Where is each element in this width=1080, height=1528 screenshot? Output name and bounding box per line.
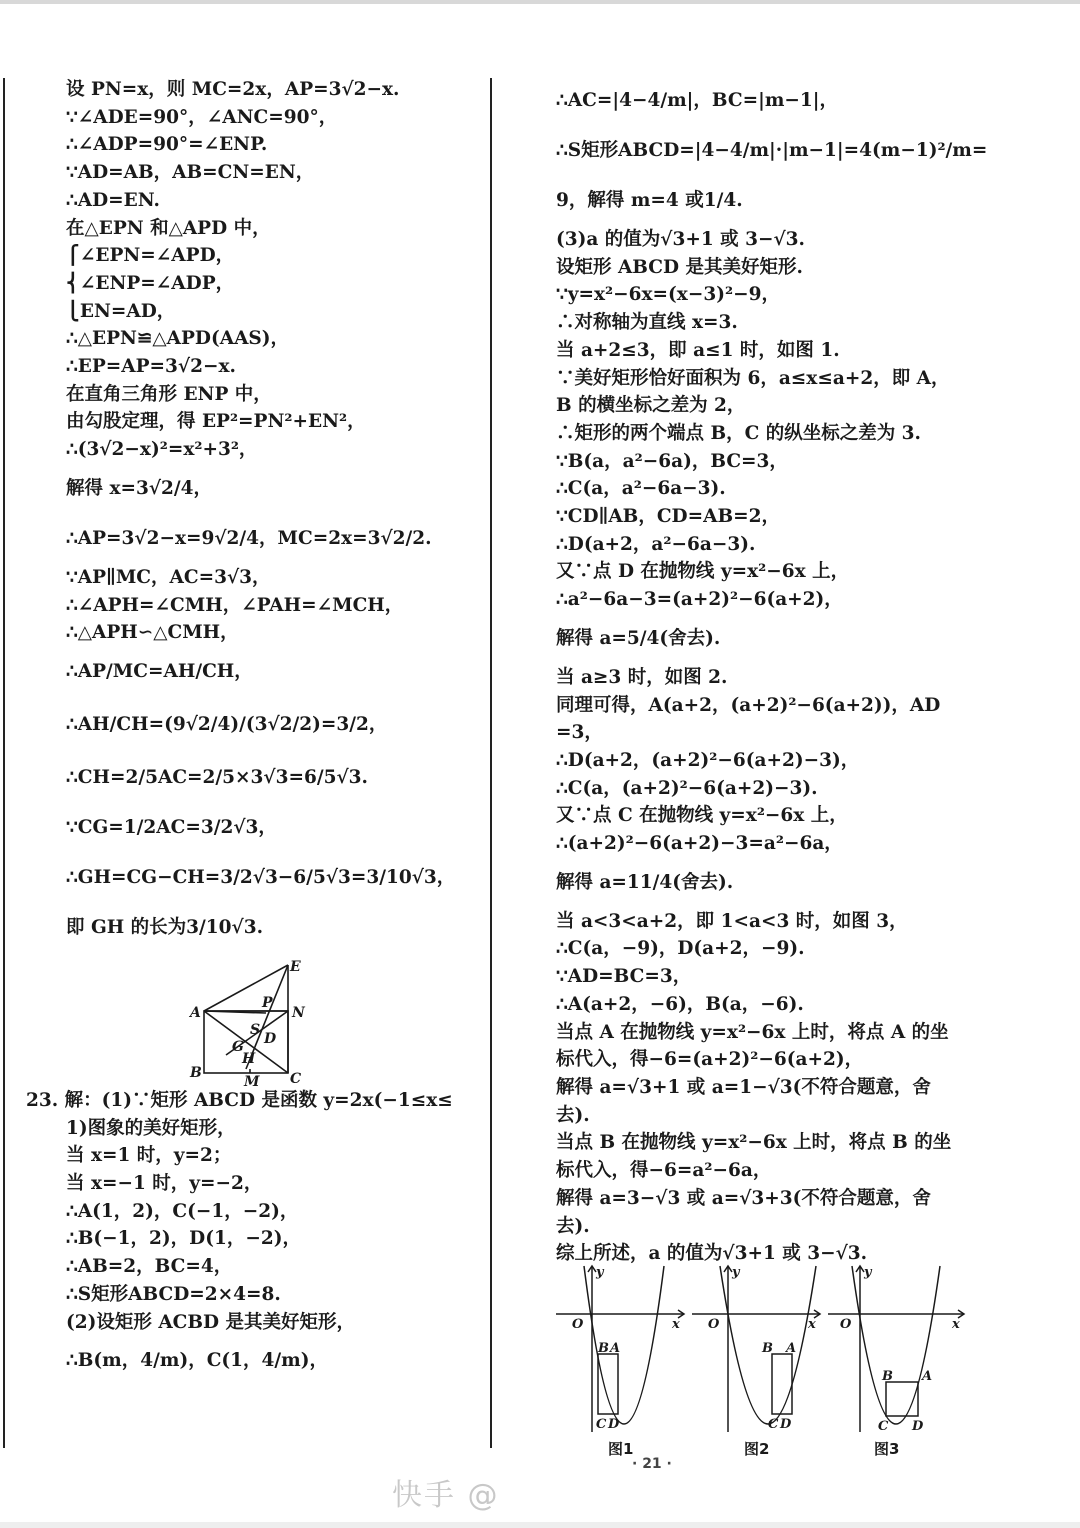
figure-2-caption: 图2 bbox=[744, 1440, 770, 1458]
axis-x-label: x bbox=[952, 1317, 960, 1332]
solution-line: ∵CG=1/2AC=3/2√3， bbox=[66, 816, 277, 838]
solution-line: 当 x=−1 时，y=−2， bbox=[66, 1173, 263, 1195]
label-B: B bbox=[598, 1341, 609, 1356]
solution-line: 解得 a=3−√3 或 a=√3+3(不符合题意，舍 bbox=[556, 1187, 931, 1209]
solution-line: 当 x=1 时，y=2； bbox=[66, 1145, 232, 1167]
solution-line: 在△EPN 和△APD 中， bbox=[66, 217, 271, 239]
solution-line: ∴CH=2/5AC=2/5×3√3=6/5√3. bbox=[66, 766, 368, 788]
parabola-figure-3 bbox=[824, 1262, 972, 1438]
solution-line: ∴(3√2−x)²=x²+3²， bbox=[66, 439, 258, 461]
label-C: C bbox=[596, 1417, 607, 1432]
solution-line: (3)a 的值为√3+1 或 3−√3. bbox=[556, 229, 805, 250]
label-P: P bbox=[262, 994, 273, 1011]
solution-line: ∴A(1，2)，C(−1，−2)， bbox=[66, 1200, 299, 1222]
bottom-edge bbox=[0, 1522, 1080, 1528]
label-M: M bbox=[244, 1073, 260, 1087]
column-divider bbox=[490, 78, 492, 1448]
solution-line: 设矩形 ABCD 是其美好矩形. bbox=[556, 256, 803, 278]
cases-line: ⎩EN=AD， bbox=[66, 300, 176, 322]
solution-line: 当 a≥3 时，如图 2. bbox=[556, 666, 728, 688]
axis-y-label: y bbox=[596, 1265, 604, 1280]
label-E: E bbox=[290, 958, 301, 975]
solution-line: 综上所述，a 的值为√3+1 或 3−√3. bbox=[556, 1243, 868, 1265]
solution-line: ∴C(a，−9)，D(a+2，−9). bbox=[556, 938, 805, 960]
solution-line: ∴∠APH=∠CMH，∠PAH=∠MCH， bbox=[66, 594, 404, 616]
solution-line: 当 a+2≤3，即 a≤1 时，如图 1. bbox=[556, 339, 840, 361]
solution-line: 去). bbox=[556, 1104, 590, 1126]
solution-line: ∵CD∥AB，CD=AB=2， bbox=[556, 506, 780, 528]
label-A: A bbox=[922, 1369, 933, 1384]
solution-line: 在直角三角形 ENP 中， bbox=[66, 383, 272, 405]
solution-line: ∴A(a+2，−6)，B(a，−6). bbox=[556, 993, 804, 1015]
solution-line: 9，解得 m=4 或1/4. bbox=[556, 190, 743, 211]
parabola-figures bbox=[552, 1262, 972, 1458]
solution-line: 解得 x=3√2/4， bbox=[66, 477, 213, 499]
solution-line: 同理可得，A(a+2，(a+2)²−6(a+2))，AD bbox=[556, 694, 941, 716]
left-column bbox=[26, 76, 486, 1386]
label-N: N bbox=[292, 1004, 305, 1021]
axis-x-label: x bbox=[808, 1317, 816, 1332]
figure-3-caption: 图3 bbox=[874, 1440, 900, 1458]
solution-line: ∴D(a+2，(a+2)²−6(a+2)−3)， bbox=[556, 749, 860, 771]
square-diagram bbox=[186, 959, 346, 1087]
solution-line: 1)图象的美好矩形， bbox=[66, 1117, 236, 1139]
solution-line: ∴AB=2，BC=4， bbox=[66, 1256, 233, 1278]
label-S: S bbox=[250, 1021, 261, 1038]
geometry-figure bbox=[66, 959, 486, 1087]
solution-line: 解得 a=√3+1 或 a=1−√3(不符合题意，舍 bbox=[556, 1076, 931, 1098]
solution-line: ∴AC=|4−4/m|，BC=|m−1|， bbox=[556, 90, 838, 111]
solution-line: ∵∠ADE=90°，∠ANC=90°， bbox=[66, 106, 338, 128]
label-B: B bbox=[762, 1341, 773, 1356]
solution-line: ∵AD=AB，AB=CN=EN， bbox=[66, 162, 315, 184]
left-margin-rule bbox=[3, 78, 5, 1448]
parabola-figure-2 bbox=[688, 1262, 828, 1438]
right-column bbox=[556, 76, 1066, 1268]
solution-line: 当点 B 在抛物线 y=x²−6x 上时，将点 B 的坐 bbox=[556, 1132, 952, 1154]
problem-23-heading: 23. 解：(1)∵矩形 ABCD 是函数 y=2x(−1≤x≤ bbox=[26, 1089, 453, 1111]
solution-line: ∴GH=CG−CH=3/2√3−6/5√3=3/10√3， bbox=[66, 866, 456, 888]
label-D: D bbox=[912, 1419, 924, 1434]
solution-line: =3， bbox=[556, 722, 603, 744]
origin-label: O bbox=[572, 1317, 584, 1332]
label-B: B bbox=[882, 1369, 893, 1384]
cases-line: ⎨∠ENP=∠ADP， bbox=[66, 272, 235, 294]
solution-line: ∴∠ADP=90°=∠ENP. bbox=[66, 134, 268, 156]
label-C: C bbox=[290, 1070, 302, 1087]
solution-line: ∴AP=3√2−x=9√2/4，MC=2x=3√2/2. bbox=[66, 527, 432, 549]
solution-line: ∴AH/CH=(9√2/4)/(3√2/2)=3/2， bbox=[66, 713, 388, 735]
axis-y-label: y bbox=[864, 1265, 872, 1280]
label-A: A bbox=[786, 1341, 797, 1356]
solution-line: 由勾股定理，得 EP²=PN²+EN²， bbox=[66, 411, 366, 433]
solution-line: 当 a<3<a+2，即 1<a<3 时，如图 3， bbox=[556, 910, 908, 932]
label-A: A bbox=[190, 1004, 201, 1021]
page-top-edge bbox=[0, 0, 1080, 4]
label-D: D bbox=[264, 1030, 277, 1047]
solution-line: ∴(a+2)²−6(a+2)−3=a²−6a， bbox=[556, 833, 843, 855]
solution-line: 解得 a=5/4(舍去). bbox=[556, 627, 721, 649]
solution-line: 又∵点 D 在抛物线 y=x²−6x 上， bbox=[556, 561, 850, 583]
solution-line: ∴对称轴为直线 x=3. bbox=[556, 312, 738, 334]
solution-line: ∴S矩形ABCD=2×4=8. bbox=[66, 1283, 281, 1305]
solution-line: ∴EP=AP=3√2−x. bbox=[66, 356, 236, 378]
label-C: C bbox=[878, 1419, 889, 1434]
solution-line: ∴△APH∽△CMH， bbox=[66, 622, 239, 644]
solution-line: 即 GH 的长为3/10√3. bbox=[66, 916, 264, 938]
solution-line: ∴AP/MC=AH/CH， bbox=[66, 660, 253, 682]
axis-x-label: x bbox=[672, 1317, 680, 1332]
label-B: B bbox=[190, 1064, 202, 1081]
solution-line: ∴S矩形ABCD=|4−4/m|·|m−1|=4(m−1)²/m= bbox=[556, 140, 988, 161]
label-D: D bbox=[780, 1417, 792, 1432]
solution-line: 设 PN=x，则 MC=2x，AP=3√2−x. bbox=[66, 79, 400, 100]
solution-line: ∴B(m，4/m)，C(1，4/m)， bbox=[66, 1350, 328, 1372]
solution-line: ∴B(−1，2)，D(1，−2)， bbox=[66, 1228, 301, 1250]
solution-line: ∴D(a+2，a²−6a−3). bbox=[556, 533, 756, 555]
solution-line: ∴AD=EN. bbox=[66, 189, 160, 211]
label-G: G bbox=[232, 1038, 244, 1055]
label-D: D bbox=[608, 1417, 620, 1432]
solution-line: 标代入，得−6=(a+2)²−6(a+2)， bbox=[556, 1049, 864, 1071]
origin-label: O bbox=[840, 1317, 852, 1332]
solution-line: ∵AD=BC=3， bbox=[556, 966, 692, 988]
solution-line: ∴△EPN≌△APD(AAS)， bbox=[66, 328, 290, 350]
solution-line: 解得 a=11/4(舍去). bbox=[556, 871, 734, 893]
axis-y-label: y bbox=[732, 1265, 740, 1280]
origin-label: O bbox=[708, 1317, 720, 1332]
solution-line: ∴矩形的两个端点 B，C 的纵坐标之差为 3. bbox=[556, 422, 921, 444]
solution-line: ∴a²−6a−3=(a+2)²−6(a+2)， bbox=[556, 589, 843, 611]
label-C: C bbox=[768, 1417, 779, 1432]
solution-line: (2)设矩形 ACBD 是其美好矩形， bbox=[66, 1311, 356, 1333]
solution-line: ∴C(a，a²−6a−3). bbox=[556, 478, 726, 500]
figure-1-caption: 图1 bbox=[608, 1440, 634, 1458]
solution-line: ∴C(a，(a+2)²−6(a+2)−3). bbox=[556, 777, 818, 799]
solution-line: ∵B(a，a²−6a)，BC=3， bbox=[556, 450, 788, 472]
label-H: H bbox=[242, 1050, 256, 1067]
solution-line: 标代入，得−6=a²−6a， bbox=[556, 1160, 772, 1182]
page-number: · 21 · bbox=[632, 1456, 672, 1472]
solution-line: ∵y=x²−6x=(x−3)²−9， bbox=[556, 284, 780, 306]
solution-line: ∵美好矩形恰好面积为 6，a≤x≤a+2，即 A， bbox=[556, 367, 950, 389]
solution-line: 当点 A 在抛物线 y=x²−6x 上时，将点 A 的坐 bbox=[556, 1021, 949, 1043]
solution-line: ∵AP∥MC，AC=3√3， bbox=[66, 566, 271, 588]
cases-line: ⎧∠EPN=∠APD， bbox=[66, 245, 235, 267]
label-A: A bbox=[610, 1341, 621, 1356]
solution-line: 又∵点 C 在抛物线 y=x²−6x 上， bbox=[556, 805, 848, 827]
parabola-figure-1 bbox=[552, 1262, 692, 1438]
solution-line: B 的横坐标之差为 2， bbox=[556, 395, 746, 417]
watermark: 快手 @ bbox=[392, 1478, 500, 1513]
solution-line: 去). bbox=[556, 1215, 590, 1237]
